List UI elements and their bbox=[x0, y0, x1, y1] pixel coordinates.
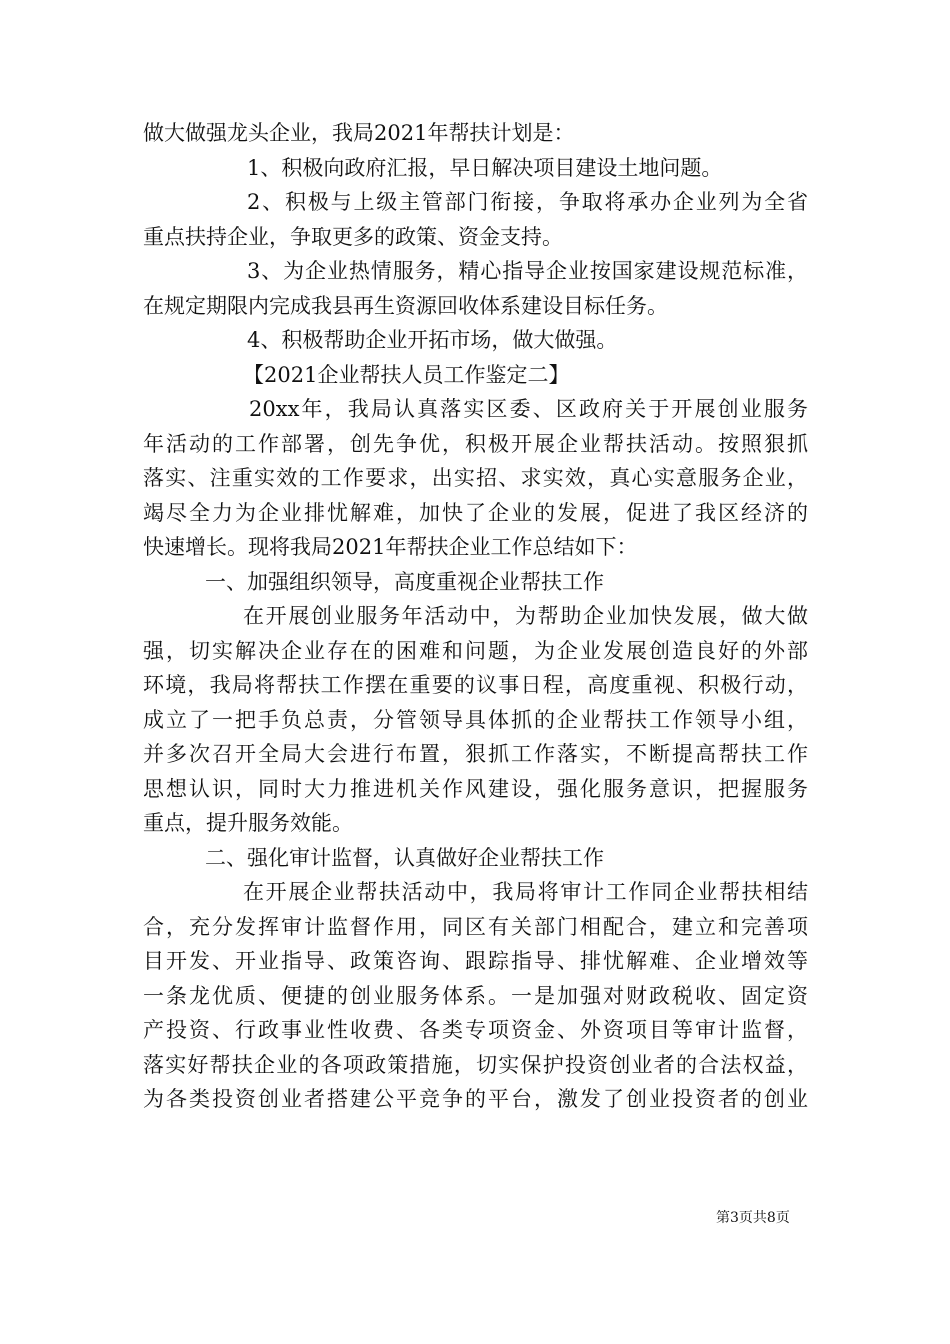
text-line: 重点，提升服务效能。 bbox=[143, 811, 353, 835]
text-line: 做大做强龙头企业，我局2021年帮扶计划是： bbox=[143, 121, 575, 145]
text-line: 合，充分发挥审计监督作用，同区有关部门相配合，建立和完善项 bbox=[143, 914, 808, 939]
text-line: 一条龙优质、便捷的创业服务体系。一是加强对财政税收、固定资 bbox=[143, 983, 808, 1008]
text-line: 落实、注重实效的工作要求，出实招、求实效，真心实意服务企业， bbox=[143, 466, 808, 490]
paragraph-start: 在开展创业服务年活动中，为帮助企业加快发展，做大做 bbox=[243, 604, 808, 628]
text-line: 年活动的工作部署，创先争优，积极开展企业帮扶活动。按照狠抓 bbox=[143, 431, 808, 456]
list-item-2: 2、积极与上级主管部门衔接，争取将承办企业列为全省 bbox=[247, 190, 808, 214]
text-line: 强，切实解决企业存在的困难和问题，为企业发展创造良好的外部 bbox=[143, 638, 808, 663]
text-line: 在规定期限内完成我县再生资源回收体系建设目标任务。 bbox=[143, 293, 668, 318]
page-number: 第3页共8页 bbox=[716, 1210, 790, 1226]
subsection-heading-1: 一、加强组织领导，高度重视企业帮扶工作 bbox=[205, 569, 604, 594]
text-line: 思想认识，同时大力推进机关作风建设，强化服务意识，把握服务 bbox=[143, 776, 808, 801]
list-item-3: 3、为企业热情服务，精心指导企业按国家建设规范标准， bbox=[247, 259, 808, 283]
subsection-heading-2: 二、强化审计监督，认真做好企业帮扶工作 bbox=[205, 845, 604, 870]
list-item-1: 1、积极向政府汇报，早日解决项目建设土地问题。 bbox=[247, 155, 723, 180]
text-line: 产投资、行政事业性收费、各类专项资金、外资项目等审计监督， bbox=[143, 1018, 808, 1042]
list-item-4: 4、积极帮助企业开拓市场，做大做强。 bbox=[247, 328, 618, 352]
text-line: 成立了一把手负总责，分管领导具体抓的企业帮扶工作领导小组， bbox=[143, 707, 808, 732]
paragraph-start: 在开展企业帮扶活动中，我局将审计工作同企业帮扶相结 bbox=[243, 880, 808, 904]
text-line: 为各类投资创业者搭建公平竞争的平台，激发了创业投资者的创业 bbox=[143, 1087, 808, 1111]
text-line: 重点扶持企业，争取更多的政策、资金支持。 bbox=[143, 224, 563, 249]
section-heading: 【2021企业帮扶人员工作鉴定二】 bbox=[243, 362, 570, 387]
text-line: 竭尽全力为企业排忧解难，加快了企业的发展，促进了我区经济的 bbox=[143, 500, 808, 525]
document-body bbox=[143, 116, 808, 1117]
text-line: 环境，我局将帮扶工作摆在重要的议事日程，高度重视、积极行动， bbox=[143, 673, 808, 697]
paragraph-start: 20xx年，我局认真落实区委、区政府关于开展创业服务 bbox=[249, 397, 808, 421]
text-line: 落实好帮扶企业的各项政策措施，切实保护投资创业者的合法权益， bbox=[143, 1052, 808, 1077]
text-line: 快速增长。现将我局2021年帮扶企业工作总结如下： bbox=[143, 535, 638, 559]
text-line: 目开发、开业指导、政策咨询、跟踪指导、排忧解难、企业增效等 bbox=[143, 949, 808, 973]
text-line: 并多次召开全局大会进行布置，狠抓工作落实，不断提高帮扶工作 bbox=[143, 742, 808, 766]
